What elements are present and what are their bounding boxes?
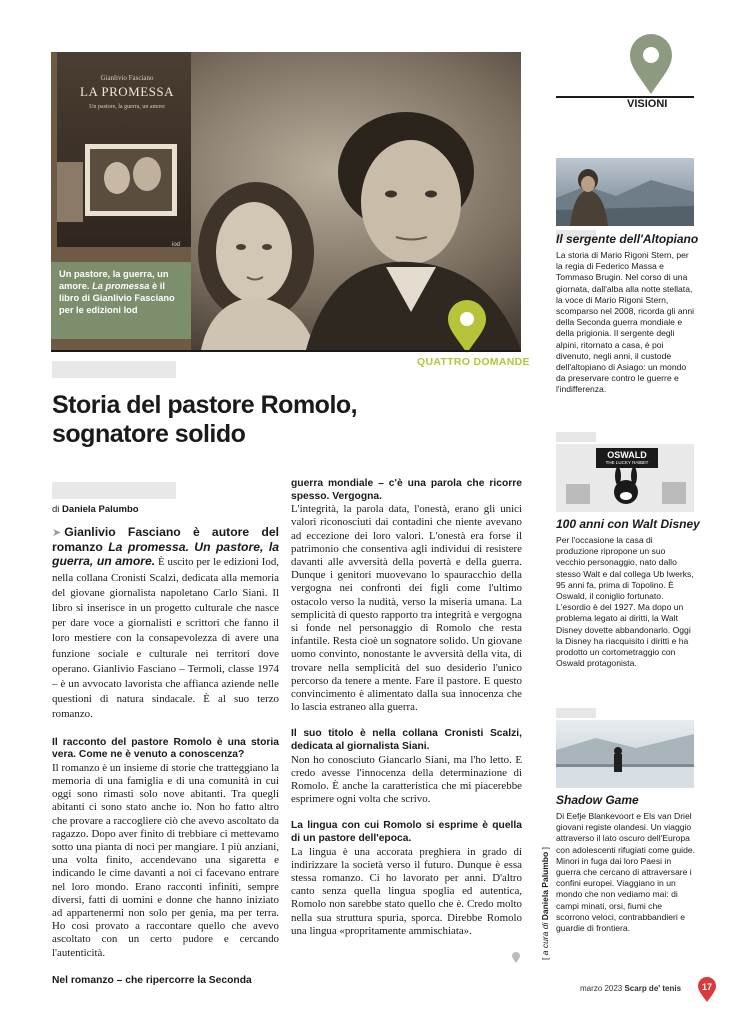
section-label-visioni: VISIONI — [627, 98, 668, 110]
photo-caption — [51, 262, 191, 339]
question-2-end: guerra mondiale – c'è una parola che ricorre spesso. Vergogna. — [291, 478, 522, 502]
book-cover — [57, 52, 191, 247]
book-cover-publisher: iod — [172, 242, 181, 248]
mountain-portrait-illustration — [556, 158, 694, 226]
article-headline: Storia del pastore Romolo, sognatore solido — [52, 391, 358, 448]
sidebar-title-3: Shadow Game — [556, 793, 639, 807]
map-pin-icon — [628, 32, 674, 96]
question-1: Il racconto del pastore Romolo è una storia vera. Come ne è venuto a conoscenza? — [52, 736, 279, 761]
page-number: 17 — [701, 982, 712, 992]
sidebar-divider — [556, 96, 694, 98]
oswald-logo: OSWALD — [607, 450, 647, 460]
byline: di Daniela Palumbo — [52, 504, 139, 515]
book-cover-title: LA PROMESSA — [80, 84, 174, 99]
answer-4: La lingua è una accorata preghiera in grado di indirizzare la società verso il futuro. Dunque è essa stessa romanzo. Ci ho lavorato per anni. D'altro canto senza quella lingua spoglia ed autentica, Romolo non sarebbe stato quello che è. Credo molto nella sua struttura spuria, sporca. Direbbe Romolo una lingua «propritamente ammischiata». — [291, 845, 522, 937]
sidebar-image-shadow-game — [556, 720, 694, 788]
section-label-quattro-domande: QUATTRO DOMANDE — [417, 356, 530, 368]
question-2-start: Nel romanzo – che ripercorre la Seconda — [52, 974, 252, 986]
answer-3: Non ho conosciuto Giancarlo Siani, ma l'ho letto. E credo avesse l'innocenza della determinazione di Romolo. È anche la caratteristica che mi piacerebbe esprimere ogni volta che scrivo. — [291, 753, 522, 806]
article-lead: ➤ Gianlivio Fasciano è autore del romanzo La promessa. Un pastore, la guerra, un amore. È uscito per le edizioni Iod, nella collana Cronisti Scalzi, dedicata alla memoria del giovane giornalista napoletano Carlo Siani. Il libro si inserisce in un progetto culturale che nasce per dare voce a giornalisti e scrittori che fanno il loro mestiere con la consapevolezza di avere una funzione sociale e culturale nei territori dove operano. Gianlivio Fasciano – Termoli, classe 1974 – è un avvocato lavorista che affianca aziende nelle questioni di natura sindacale. È al suo terzo romanzo. — [52, 525, 280, 721]
sidebar-bar — [556, 432, 596, 442]
book-cover-author: Gianlivio Fasciano — [100, 74, 154, 82]
question-3: Il suo titolo è nella collana Cronisti Scalzi, dedicata al giornalista Siani. — [291, 728, 522, 753]
end-mark-icon — [511, 952, 521, 964]
sidebar-text-3: Di Eefje Blankevoort e Els van Driel giovani registe olandesi. Un viaggio attraverso il lato oscuro dell'Europa con adolescenti rifugiati come guide. Minori in fuga dai loro Paesi in guerra che cercano di attraversare i confini europei. Viaggiano in un mondo che non vediamo mai: di campi minati, orsi, fiumi che scorrono veloci, contrabbandieri e guardie di frontiera. — [556, 811, 696, 934]
framed-photo-illustration — [57, 52, 191, 247]
sidebar-text-2: Per l'occasione la casa di produzione ripropone un suo vecchio personaggio, nato dallo stesso Walt e dal collega Ub Iwerks, 95 anni fa, prima di Topolino. È Oswald, il coniglio fortunato. L'esordio è del 1927. Ma dopo un problema legato ai diritti, la Walt Disney dovette abbandonarlo. Oggi la Disney ha riacquisito i diritti e ha prodotto un cortometraggio con Oswald protagonista. — [556, 535, 694, 669]
sidebar-title-1: Il sergente dell'Altopiano — [556, 232, 699, 246]
caption-text: Un pastore, la guerra, un amore. La promessa è il libro di Gianlivio Fasciano per le edizioni Iod — [59, 269, 175, 315]
question-4: La lingua con cui Romolo si esprime è quella di un pastore dell'epoca. — [291, 820, 522, 845]
map-pin-icon — [446, 299, 488, 355]
oswald-logo-subtitle: THE LUCKY RABBIT — [605, 460, 649, 465]
kicker-bar — [52, 361, 176, 378]
sidebar-text-1: La storia di Mario Rigoni Stern, per la regia di Federico Massa e Tommaso Brugin. Nel corso di una giornata, dall'alba alla notte stellata, la voce di Mario Rigoni Stern, scomparso nel 2008, ricorda gli anni della Seconda guerra mondiale e della prigionia. Il sergente degli alpini, ritornato a casa, è poi divenuto, negli anni, il custode dell'altopiano di Asiago: un mondo da preservare contro le guerre e l'indifferenza. — [556, 250, 695, 395]
section-divider — [51, 350, 521, 352]
sidebar-credit: [ a cura di Daniela Palumbo ] — [540, 847, 550, 960]
sidebar-title-2: 100 anni con Walt Disney — [556, 517, 700, 531]
answer-1: Il romanzo è un insieme di storie che tratteggiano la memoria di una famiglia e di una comunità in cui oggi sono rimasti solo nove abitanti. Tra quegli abitanti ci sono stato anche io. Non ho fatto altro che provare a raccogliere ciò che avevo ascoltato da ragazzo. Dopo aver finito di trebbiare ci mettevamo sotto una pianta di noci per mangiare. I più anziani, una volta finito, accendevano una sigaretta e indicando le cime davanti a noi ci facevano entrare nel loro mondo. Erano racconti infiniti, sempre diversi, fatti di uomini e donne che hanno iniziato ad appartenermi non solo per genia, ma per terra. Ho così provato a raccontare quello che avevo ascoltato con un certo pudore e cercando l'autenticità. — [52, 761, 279, 959]
snowy-river-illustration — [556, 720, 694, 788]
book-cover-subtitle: Un pastore, la guerra, un amore — [89, 104, 165, 110]
article-column-2 — [291, 478, 522, 938]
arrow-icon: ➤ — [52, 526, 62, 539]
sidebar-bar — [556, 708, 596, 718]
page-footer: marzo 2023 Scarp de' tenis — [580, 984, 682, 993]
sidebar-image-oswald — [556, 444, 694, 512]
answer-2: L'integrità, la parola data, l'onestà, erano gli unici valori riconosciuti dai contadini che niente avevano ad eccezione dei loro valori. L'onestà era forse il patrimonio che consentiva agli individui di resistere davanti alle avversità della povertà e della guerra. Dunque i genitori muovevano lo spauracchio della vergogna nei confronti dei figli come l'ultimo ostacolo verso la nudità, verso la miseria umana. La semplicità di questo rapporto tra integrità e vergogna si fonde nel personaggio di Romolo che resta infantile. Resta cioè un sognatore solido. Un giovane uomo convinto, nonostante le avversità della vita, di trovare nella semplicità del suo desiderio l'unico percorso da tenere a mente. Fare il pastore. E questo convincimento è alimentato dalla sua innocenza che lo lascia estraneo alla guerra. — [291, 503, 522, 714]
article-column-1 — [52, 525, 279, 987]
author-bar — [52, 482, 176, 499]
sidebar-image-sergente — [556, 158, 694, 226]
